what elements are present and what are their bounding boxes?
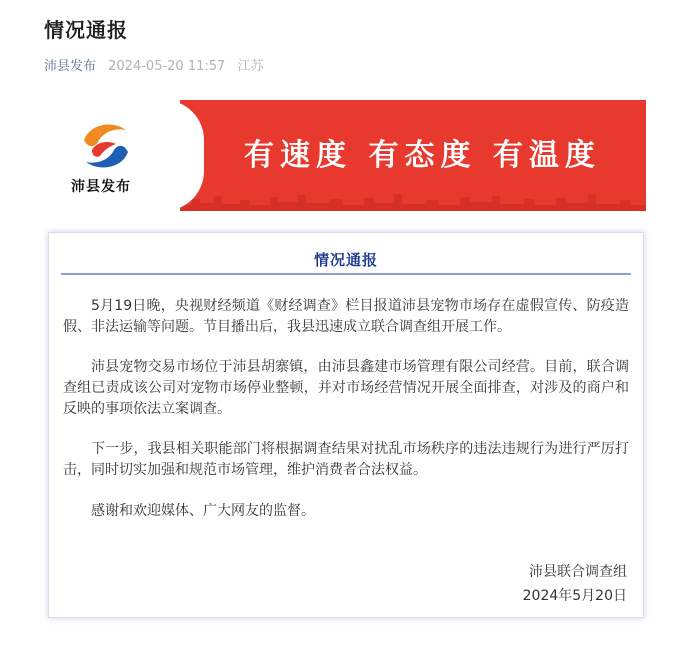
author-link[interactable]: 沛县发布 <box>44 59 97 74</box>
publish-time: 2024-05-20 11:57 <box>108 59 226 74</box>
notice-paragraph: 沛县宠物交易市场位于沛县胡寨镇，由沛县鑫建市场管理有限公司经营。目前，联合调查组已责成该公司对宠物市场停业整顿，并对市场经营情况开展全面排查，对涉及的商户和反映的事项依法立案调查。 <box>63 359 629 417</box>
title-divider <box>61 273 631 275</box>
notice-paragraph: 感谢和欢迎媒体、广大网友的监督。 <box>91 503 315 519</box>
notice-paragraph: 下一步，我县相关职能部门将根据调查结果对扰乱市场秩序的违法违规行为进行严厉打击，同时切实加强和规范市场管理，维护消费者合法权益。 <box>63 441 629 478</box>
logo-text: 沛县发布 <box>71 179 131 195</box>
header-banner <box>54 100 646 211</box>
notice-card <box>48 232 644 618</box>
signature-date: 2024年5月20日 <box>522 588 627 604</box>
notice-title: 情况通报 <box>313 251 378 269</box>
notice-paragraph: 5月19日晚，央视财经频道《财经调查》栏目报道沛县宠物市场存在虚假宣传、防疫造假、非法运输等问题。节目播出后，我县迅速成立联合调查组开展工作。 <box>63 298 629 335</box>
article-title: 情况通报 <box>44 18 128 42</box>
article-meta <box>44 55 263 74</box>
signature-organization: 沛县联合调查组 <box>529 564 627 580</box>
peixian-logo-icon <box>78 120 134 172</box>
city-skyline-graphic <box>180 191 646 211</box>
banner-slogan: 有速度 有态度 有温度 <box>244 138 601 173</box>
publish-location: 江苏 <box>237 59 264 74</box>
